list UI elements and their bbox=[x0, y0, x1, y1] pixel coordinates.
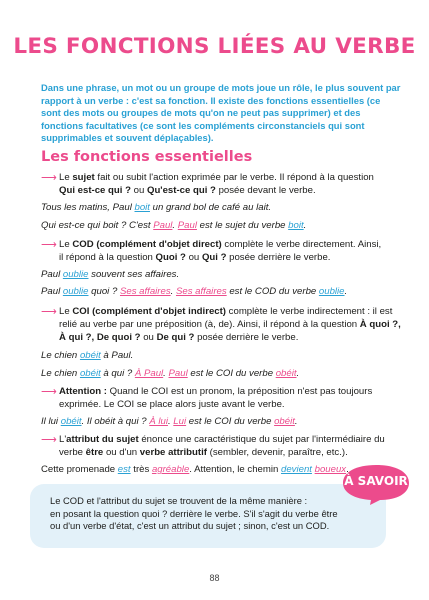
coi-example1: Le chien obéit à Paul. bbox=[41, 350, 134, 361]
coi-example2: Le chien obéit à qui ? À Paul. Paul est le COI du verbe obéit. bbox=[41, 368, 300, 379]
arrow-icon: ⟶ bbox=[41, 239, 57, 251]
page-title: LES FONCTIONS LIÉES AU VERBE bbox=[13, 34, 416, 59]
cod-definition-line2: il répond à la question Quoi ? ou Qui ? posée derrière le verbe. bbox=[59, 252, 331, 263]
note-text: Le COD et l'attribut du sujet se trouvent de la même manière : en posant la question quoi ? derrière le verbe. S'il s'agit du verbe être ou d'un verbe d'état, c'est un attribut du sujet ; sinon, c'est un COD. bbox=[50, 495, 338, 531]
cod-example2: Paul oublie quoi ? Ses affaires. Ses affaires est le COD du verbe oublie. bbox=[41, 286, 348, 297]
section-title: Les fonctions essentielles bbox=[41, 149, 253, 165]
sujet-example2: Qui est-ce qui boit ? C'est Paul. Paul est le sujet du verbe boit. bbox=[41, 220, 307, 231]
intro-paragraph: Dans une phrase, un mot ou un groupe de mots joue un rôle, le plus souvent par rapport à un verbe : c'est sa fonction. Il existe des fonctions essentielles (ce sont des mots ou groupes de mots qu'on ne peut pas supprimer) et des fonctions facultatives (ce sont les compléments circonstanciels qui sont supprimables et souvent déplaçables). bbox=[41, 82, 401, 143]
attention-example: Il lui obéit. Il obéit à qui ? À lui. Lui est le COI du verbe obéit. bbox=[41, 416, 298, 427]
arrow-icon: ⟶ bbox=[41, 434, 57, 446]
page-number: 88 bbox=[209, 573, 220, 583]
attribut-example: Cette promenade est très agréable. Attention, le chemin devient boueux. bbox=[41, 464, 349, 475]
sujet-example1: Tous les matins, Paul boit un grand bol de café au lait. bbox=[41, 202, 272, 213]
arrow-icon: ⟶ bbox=[41, 386, 57, 398]
cod-example1: Paul oublie souvent ses affaires. bbox=[41, 269, 180, 280]
sujet-definition-line2: Qui est-ce qui ? ou Qu'est-ce qui ? posée devant le verbe. bbox=[59, 185, 316, 196]
cod-definition-line1: Le COD (complément d'objet direct) complète le verbe directement. Ainsi, bbox=[59, 239, 382, 250]
attribut-definition-line2: verbe être ou d'un verbe attributif (sembler, devenir, paraître, etc.). bbox=[59, 447, 348, 458]
a-savoir-label: À SAVOIR bbox=[344, 474, 408, 488]
coi-definition-line3: À qui ?, De quoi ? ou De qui ? posée derrière le verbe. bbox=[59, 332, 299, 343]
coi-definition-line2: relié au verbe par une préposition (à, de). Ainsi, il répond à la question À quoi ?, bbox=[59, 319, 401, 330]
attribut-definition-line1: L'attribut du sujet énonce une caractéristique du sujet par l'intermédiaire du bbox=[59, 434, 385, 445]
attention-line2: exprimée. Le COI se place alors juste avant le verbe. bbox=[59, 399, 285, 410]
arrow-icon: ⟶ bbox=[41, 306, 57, 318]
arrow-icon: ⟶ bbox=[41, 172, 57, 184]
sujet-definition-line1: Le sujet fait ou subit l'action exprimée par le verbe. Il répond à la question bbox=[59, 172, 374, 183]
coi-definition-line1: Le COI (complément d'objet indirect) complète le verbe indirectement : il est bbox=[59, 306, 393, 317]
attention-line1: Attention : Quand le COI est un pronom, la préposition n'est pas toujours bbox=[59, 386, 373, 397]
